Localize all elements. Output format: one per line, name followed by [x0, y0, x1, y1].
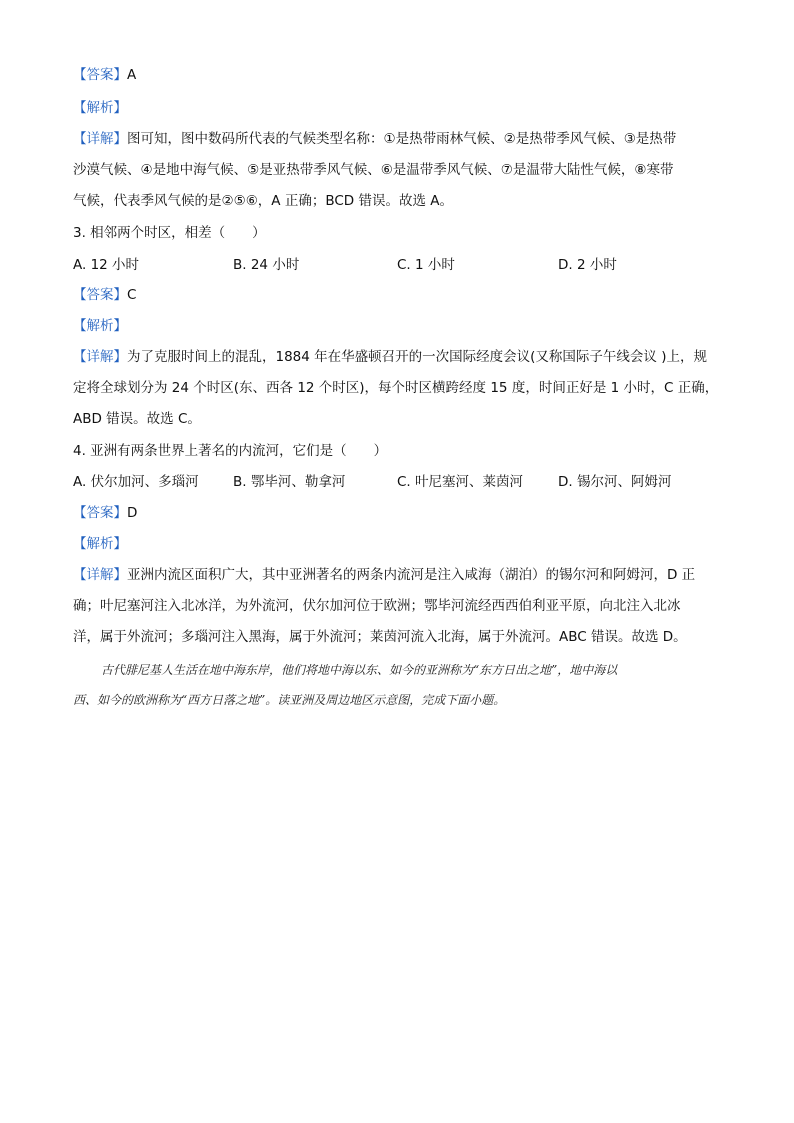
- intro-paragraph-line: 西、如今的欧洲称为“西方日落之地”。读亚洲及周边地区示意图，完成下面小题。: [73, 693, 506, 707]
- analysis-tag: 【解析】: [73, 318, 127, 334]
- detail-text-line: ABD 错误。故选 C。: [73, 411, 201, 427]
- detail-tag: 【详解】: [73, 567, 127, 583]
- question-stem: 3. 相邻两个时区，相差（ ）: [73, 225, 266, 241]
- answer-value: D: [127, 505, 138, 521]
- answer-tag: 【答案】: [73, 67, 127, 83]
- detail-text-line: 确；叶尼塞河注入北冰洋，为外流河，伏尔加河位于欧洲；鄂毕河流经西西伯利亚平原，向北注入北冰: [73, 598, 681, 614]
- answer-tag: 【答案】: [73, 505, 127, 521]
- detail-text: 亚洲内流区面积广大，其中亚洲著名的两条内流河是注入咸海（湖泊）的锡尔河和阿姆河，D 正: [127, 567, 696, 583]
- answer-value: C: [127, 287, 137, 303]
- detail-line: [73, 348, 723, 366]
- detail-text-line: 气候，代表季风气候的是②⑤⑥，A 正确；BCD 错误。故选 A。: [73, 193, 453, 209]
- intro-paragraph-line: 古代腓尼基人生活在地中海东岸，他们将地中海以东、如今的亚洲称为“东方日出之地”，地中海以: [101, 663, 618, 677]
- question-stem: 4. 亚洲有两条世界上著名的内流河，它们是（ ）: [73, 443, 388, 459]
- option-b: B. 24 小时: [233, 257, 300, 273]
- option-c: C. 叶尼塞河、莱茵河: [397, 474, 524, 490]
- detail-line: [73, 130, 723, 148]
- answer-line: [73, 66, 723, 84]
- answer-line: [73, 504, 723, 522]
- option-c: C. 1 小时: [397, 257, 455, 273]
- answer-line: [73, 286, 723, 304]
- analysis-tag: 【解析】: [73, 536, 127, 552]
- answer-tag: 【答案】: [73, 287, 127, 303]
- detail-line: [73, 566, 723, 584]
- detail-text: 图可知，图中数码所代表的气候类型名称：①是热带雨林气候、②是热带季风气候、③是热带: [127, 131, 677, 147]
- answer-value: A: [127, 67, 137, 83]
- detail-text-line: 沙漠气候、④是地中海气候、⑤是亚热带季风气候、⑥是温带季风气候、⑦是温带大陆性气候，⑧寒带: [73, 162, 674, 178]
- option-a: A. 12 小时: [73, 257, 140, 273]
- detail-text-line: 洋，属于外流河；多瑙河注入黑海，属于外流河；莱茵河流入北海，属于外流河。ABC 错误。故选 D。: [73, 629, 687, 645]
- option-b: B. 鄂毕河、勒拿河: [233, 474, 346, 490]
- analysis-line: [73, 535, 723, 553]
- detail-text-line: 定将全球划分为 24 个时区(东、西各 12 个时区)，每个时区横跨经度 15 度，时间正好是 1 小时，C 正确，: [73, 380, 719, 396]
- analysis-line: [73, 317, 723, 335]
- option-d: D. 2 小时: [558, 257, 617, 273]
- analysis-tag: 【解析】: [73, 100, 127, 116]
- detail-text: 为了克服时间上的混乱，1884 年在华盛顿召开的一次国际经度会议(又称国际子午线会议 )上，规: [127, 349, 707, 365]
- analysis-line: [73, 99, 723, 117]
- detail-tag: 【详解】: [73, 131, 127, 147]
- detail-tag: 【详解】: [73, 349, 127, 365]
- option-d: D. 锡尔河、阿姆河: [558, 474, 672, 490]
- option-a: A. 伏尔加河、多瑙河: [73, 474, 199, 490]
